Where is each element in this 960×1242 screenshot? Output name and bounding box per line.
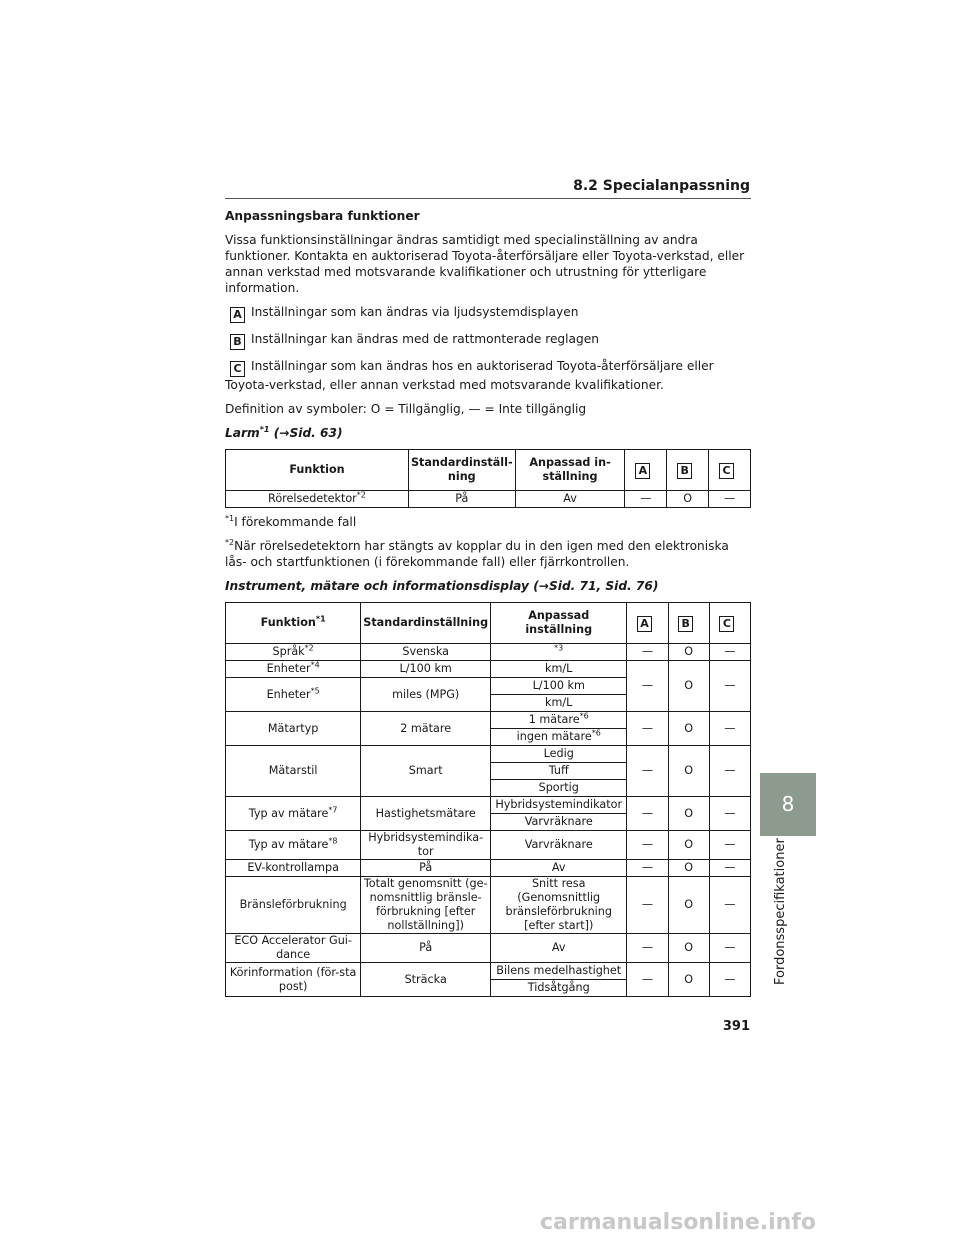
col-anpassad: Anpassad in-ställning [515, 450, 625, 491]
larm-heading [225, 425, 751, 441]
cell-c: — [709, 661, 750, 712]
watermark: carmanualsonline.info [540, 1210, 816, 1235]
cell-c: — [709, 831, 750, 860]
col-c [709, 450, 751, 491]
table-row [226, 661, 751, 678]
cell-c: — [709, 712, 750, 746]
table-row [226, 746, 751, 763]
cell-a: — [627, 797, 668, 831]
col-c [709, 603, 750, 644]
cell-c: — [709, 877, 750, 934]
cell-std: 2 mätare [361, 712, 491, 746]
chapter-tab[interactable]: 8 [760, 773, 816, 836]
cell-anp: km/L [491, 695, 627, 712]
cell-anp [491, 644, 627, 661]
cell-sup: *3 [554, 643, 564, 653]
page-number: 391 [722, 1019, 750, 1034]
cell-a: — [627, 661, 668, 712]
cell-anp: Ledig [491, 746, 627, 763]
cell-sup: *6 [591, 728, 601, 738]
cell-b: O [668, 712, 709, 746]
cell-text: ingen mätare [516, 730, 592, 743]
cell-std: L/100 km [361, 661, 491, 678]
cell-std: Hybridsystemindika-tor [361, 831, 491, 860]
cell-funktion: Körinformation (för-sta post) [226, 963, 361, 997]
intro-paragraph: Vissa funktionsinställningar ändras samtidigt med specialinställning av andra funktioner. Kontakta en auktoriserad Toyota-återförsäljare eller Toyota-verkstad, eller annan verkstad med motsvarande kvalifikationer och utrustning för ytterligare information. [225, 233, 745, 295]
cell-c: — [709, 644, 750, 661]
badge-c: C [719, 463, 734, 479]
cell-c: — [709, 797, 750, 831]
badge-b: B [677, 463, 692, 479]
badge-b: B [678, 616, 693, 632]
header-rule [225, 198, 751, 199]
cell-a: — [627, 877, 668, 934]
badge-a: A [635, 463, 650, 479]
table-row [226, 963, 751, 980]
cell-funktion [226, 661, 361, 678]
badge-b: B [230, 334, 245, 350]
cell-text: 1 mätare [528, 713, 580, 726]
symbol-definition: Definition av symboler: O = Tillgänglig, — = Inte tillgänglig [225, 402, 587, 416]
intro-heading: Anpassningsbara funktioner [225, 209, 420, 223]
col-anpassad: Anpassad inställning [491, 603, 627, 644]
cell-funktion: Mätarstil [226, 746, 361, 797]
table-row [226, 712, 751, 729]
cell-text: Enheter [266, 662, 311, 675]
cell-b: O [668, 934, 709, 963]
cell-funktion [226, 831, 361, 860]
cell-std: På [408, 491, 515, 508]
cell-b: O [668, 661, 709, 712]
cell-std: Hastighetsmätare [361, 797, 491, 831]
cell-b: O [668, 963, 709, 997]
cell-std: Sträcka [361, 963, 491, 997]
cell-a: — [627, 712, 668, 746]
cell-std: Smart [361, 746, 491, 797]
cell-std: På [361, 860, 491, 877]
cell-a: — [627, 860, 668, 877]
footnote-1 [225, 514, 751, 530]
cell-c: — [709, 491, 751, 508]
cell-funktion [226, 678, 361, 712]
instr-title: Instrument, mätare och informationsdisplay [225, 579, 529, 593]
cell-b: O [668, 746, 709, 797]
cell-std: På [361, 934, 491, 963]
cell-c: — [709, 934, 750, 963]
cell-anp: Tidsåtgång [491, 980, 627, 997]
cell-a: — [627, 644, 668, 661]
larm-ref: (→Sid. 63) [273, 426, 343, 440]
legend-a [225, 304, 751, 323]
col-funktion: Funktion [226, 450, 409, 491]
chapter-label: Fordonsspecifikationer [773, 838, 788, 985]
cell-funktion: ECO Accelerator Gui-dance [226, 934, 361, 963]
cell-funktion: EV-kontrollampa [226, 860, 361, 877]
cell-sup: *7 [328, 804, 338, 814]
legend-c-text: Inställningar som kan ändras hos en auktoriserad Toyota-återförsäljare eller Toyota-verkstad, eller annan verkstad med motsvarande kvalifikationer. [225, 359, 714, 392]
footnote-mark: *2 [225, 537, 235, 547]
badge-a: A [637, 616, 652, 632]
footnote-text: I förekommande fall [234, 515, 357, 529]
section-title: 8.2 Specialanpassning [573, 178, 750, 194]
legend-b-text: Inställningar kan ändras med de rattmonterade reglagen [251, 332, 599, 346]
cell-anp [491, 712, 627, 729]
col-a [627, 603, 668, 644]
cell-anp: Hybridsystemindikator [491, 797, 627, 814]
table-row [226, 831, 751, 860]
cell-anp: Av [491, 860, 627, 877]
footnote-text: När rörelsedetektorn har stängts av kopplar du in den igen med den elektroniska lås- och startfunktionen (i förekommande fall) eller fjärrkontrollen. [225, 539, 729, 569]
cell-anp: Bilens medelhastighet [491, 963, 627, 980]
cell-funktion [226, 797, 361, 831]
col-b [667, 450, 709, 491]
cell-c: — [709, 860, 750, 877]
cell-sup: *2 [304, 643, 314, 653]
cell-b: O [668, 644, 709, 661]
cell-b: O [667, 491, 709, 508]
cell-a: — [627, 963, 668, 997]
cell-sup: *6 [579, 711, 589, 721]
cell-c: — [709, 963, 750, 997]
table-header-row [226, 603, 751, 644]
cell-sup: *2 [356, 490, 366, 500]
footnote-mark: *1 [225, 513, 235, 523]
cell-a: — [625, 491, 667, 508]
instr-heading [225, 578, 751, 594]
cell-b: O [668, 831, 709, 860]
cell-b: O [668, 877, 709, 934]
cell-text: Rörelsedetektor [268, 492, 357, 505]
cell-text: Enheter [266, 687, 311, 701]
cell-sup: *4 [310, 660, 320, 670]
cell-std: Svenska [361, 644, 491, 661]
cell-anp: Tuff [491, 763, 627, 780]
cell-sup: *8 [328, 836, 338, 846]
larm-title: Larm [225, 426, 260, 440]
col-standard: Standardinställ-ning [408, 450, 515, 491]
cell-b: O [668, 860, 709, 877]
cell-anp: Av [491, 934, 627, 963]
cell-sup: *5 [310, 685, 320, 695]
cell-funktion [226, 491, 409, 508]
cell-anp [491, 729, 627, 746]
cell-funktion: Bränsleförbrukning [226, 877, 361, 934]
table-row [226, 860, 751, 877]
cell-anp: Snitt resa (Genomsnittlig bränsleförbrukning [efter start]) [491, 877, 627, 934]
badge-a: A [230, 307, 245, 323]
cell-text: Typ av mätare [248, 838, 329, 851]
cell-anp: Sportig [491, 780, 627, 797]
col-a [625, 450, 667, 491]
cell-funktion: Mätartyp [226, 712, 361, 746]
cell-std: miles (MPG) [361, 678, 491, 712]
table-header-row [226, 450, 751, 491]
instr-ref: (→Sid. 71, Sid. 76) [533, 579, 659, 593]
col-funktion-sup: *1 [315, 614, 326, 624]
cell-a: — [627, 934, 668, 963]
legend-c [225, 358, 751, 393]
cell-std: Totalt genomsnitt (ge-nomsnittlig bränsle-förbrukning [efter nollställning]) [361, 877, 491, 934]
footnote-2 [225, 538, 751, 570]
cell-text: Språk [272, 645, 305, 658]
table-row [226, 934, 751, 963]
table-row [226, 877, 751, 934]
badge-c: C [719, 616, 734, 632]
page-content [225, 208, 751, 1003]
instr-table [225, 602, 751, 997]
legend-b [225, 331, 751, 350]
cell-b: O [668, 797, 709, 831]
col-funktion [226, 603, 361, 644]
cell-text: Typ av mätare [248, 806, 329, 820]
cell-c: — [709, 746, 750, 797]
col-funktion-text: Funktion [260, 616, 316, 629]
table-row [226, 491, 751, 508]
col-standard: Standardinställning [361, 603, 491, 644]
cell-anp: Varvräknare [491, 831, 627, 860]
cell-a: — [627, 831, 668, 860]
larm-sup: *1 [259, 424, 270, 434]
col-b [668, 603, 709, 644]
cell-funktion [226, 644, 361, 661]
table-row [226, 644, 751, 661]
badge-c: C [230, 361, 245, 377]
cell-anp: Av [515, 491, 625, 508]
cell-anp: Varvräknare [491, 814, 627, 831]
larm-table [225, 449, 751, 508]
legend-a-text: Inställningar som kan ändras via ljudsystemdisplayen [251, 305, 579, 319]
cell-a: — [627, 746, 668, 797]
table-row [226, 797, 751, 814]
cell-anp: km/L [491, 661, 627, 678]
cell-anp: L/100 km [491, 678, 627, 695]
